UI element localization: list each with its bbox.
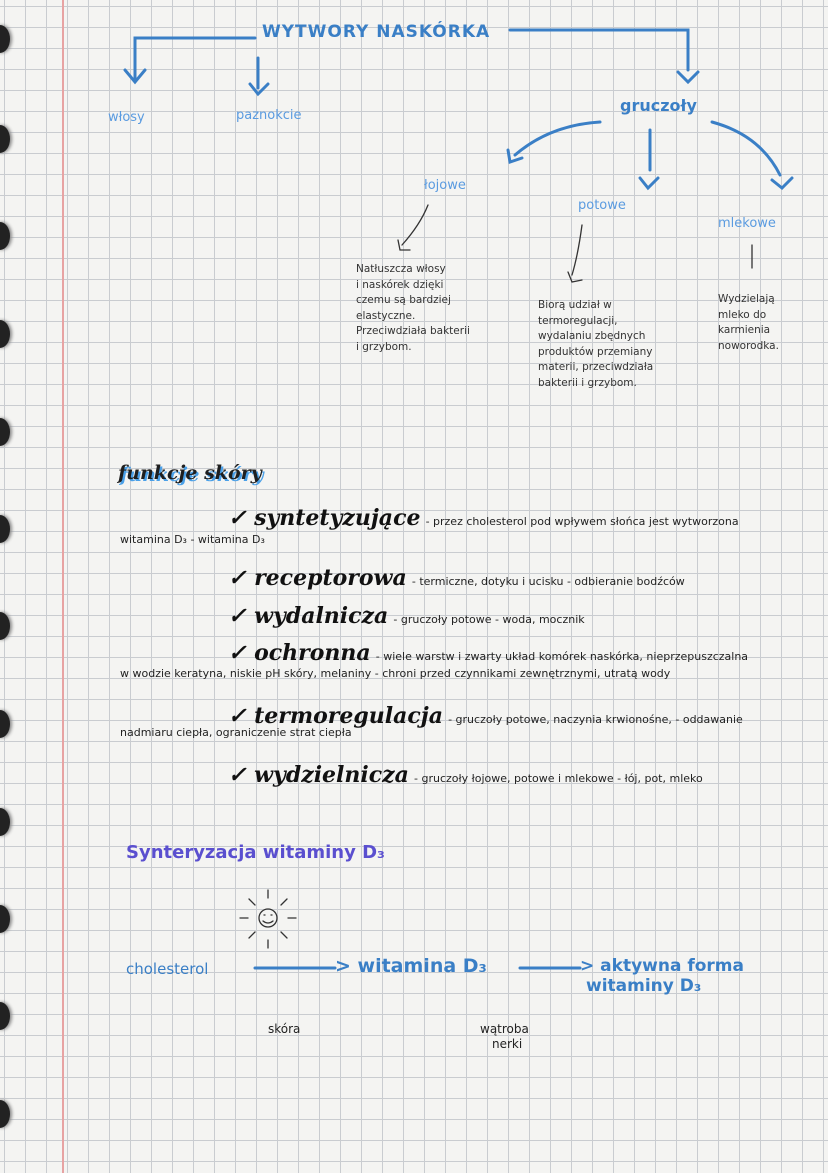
function-continuation: w wodzie keratyna, niskie pH skóry, melaniny - chroni przed czynnikami zewnętrznymi, utratą wody: [120, 667, 671, 680]
synthesis-title: Synteryzacja witaminy D₃: [126, 842, 385, 863]
function-continuation: witamina D₃ - witamina D₃: [120, 533, 265, 546]
gland-sweat: potowe: [578, 198, 626, 213]
mammary-description: Wydzielają mleko do karmienia noworodka.: [718, 293, 779, 352]
branch-nails: paznokcie: [236, 108, 302, 123]
diagram-title: WYTWORY NASKÓRKA: [262, 22, 491, 42]
synthesis-active-form: > aktywna forma witaminy D₃: [580, 956, 744, 996]
synthesis-vitamin-d3: > witamina D₃: [335, 955, 487, 977]
sweat-description: Biorą udział w termoregulacji, wydalaniu zbędnych produktów przemiany materii, przeciwdziała bakterii i grzybom.: [538, 299, 654, 389]
gland-sebaceous: łojowe: [424, 178, 466, 193]
functions-title: funkcje skóry: [118, 462, 262, 484]
function-item: ✓ syntetyzujące - przez cholesterol pod wpływem słońca jest wytworzona: [228, 505, 739, 531]
gland-mammary: mlekowe: [718, 216, 776, 231]
function-item: ✓ wydzielnicza - gruczoły łojowe, potowe i mlekowe - łój, pot, mleko: [228, 762, 703, 788]
branch-glands: gruczoły: [620, 96, 697, 115]
function-item: ✓ termoregulacja - gruczoły potowe, naczynia krwionośne, - oddawanie: [228, 703, 743, 729]
function-item: ✓ receptorowa - termiczne, dotyku i ucisku - odbieranie bodźców: [228, 565, 685, 591]
location-skin: skóra: [268, 1022, 301, 1036]
function-item: ✓ ochronna - wiele warstw i zwarty układ komórek naskórka, nieprzepuszczalna: [228, 640, 749, 666]
sebaceous-description: Natłuszcza włosy i naskórek dzięki czemu są bardziej elastyczne. Przeciwdziała bakterii i grzybom.: [356, 263, 470, 353]
branch-hair: włosy: [108, 110, 145, 125]
function-continuation: nadmiaru ciepła, ograniczenie strat ciepła: [120, 726, 352, 739]
location-liver-kidneys: wątroba nerki: [480, 1022, 529, 1051]
function-item: ✓ wydalnicza - gruczoły potowe - woda, mocznik: [228, 603, 585, 629]
synthesis-cholesterol: cholesterol: [126, 960, 209, 978]
